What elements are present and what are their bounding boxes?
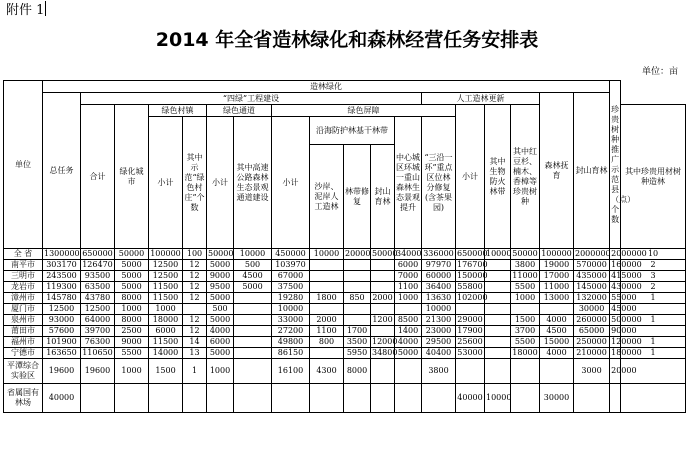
table-cell: 12 — [183, 326, 207, 337]
task-table — [3, 80, 686, 413]
table-cell: 36400 — [422, 282, 456, 293]
table-cell: 5000 — [207, 348, 234, 359]
table-cell: 2500 — [115, 326, 149, 337]
table-cell: 29000 — [457, 315, 483, 324]
table-cell: 1300000 — [44, 249, 80, 258]
table-cell — [371, 260, 395, 271]
table-cell: 2000000 — [611, 249, 647, 258]
table-cell: 4000 — [207, 326, 234, 337]
table-cell: 14 — [183, 337, 207, 348]
row-name: 漳州市 — [4, 293, 43, 304]
table-cell — [344, 282, 371, 293]
header-forest-tending: 森林抚育 — [540, 93, 574, 249]
table-cell: 103970 — [272, 260, 310, 271]
table-row — [4, 271, 686, 282]
table-cell: 11500 — [149, 293, 183, 304]
table-cell: 260000 — [574, 315, 610, 326]
table-cell: 9500 — [207, 282, 234, 293]
table-cell: 40400 — [422, 348, 456, 359]
table-cell — [344, 260, 371, 271]
table-cell — [234, 326, 272, 337]
table-cell — [485, 359, 511, 384]
table-cell: 570000 — [574, 260, 610, 271]
table-cell: 800 — [310, 337, 344, 348]
table-cell — [183, 304, 207, 315]
table-cell — [115, 384, 149, 413]
row-name: 省属国有林场 — [4, 384, 43, 413]
table-cell: 39700 — [81, 326, 115, 337]
table-cell: 57600 — [43, 326, 81, 337]
table-cell: 500 — [234, 260, 272, 271]
table-cell: 34000 — [396, 249, 422, 258]
table-cell: 650000 — [82, 249, 113, 258]
header-fire-belt: 其中生物防火林带 — [485, 105, 511, 249]
table-cell: 93000 — [43, 315, 81, 326]
table-cell: 8500 — [395, 315, 422, 326]
table-cell: 27200 — [272, 326, 310, 337]
table-cell: 1000 — [149, 304, 183, 315]
table-cell: 1100 — [310, 326, 344, 337]
table-cell: 126470 — [82, 260, 113, 269]
table-cell — [371, 384, 395, 413]
table-cell — [485, 337, 511, 348]
table-cell: 415000 — [611, 271, 642, 280]
table-row — [4, 326, 686, 337]
header-closed-forest: 封山育林 — [574, 93, 610, 249]
table-cell: 6000 — [149, 326, 183, 337]
table-cell: 67000 — [272, 271, 310, 282]
table-cell: 1200 — [372, 315, 393, 324]
table-cell: 4500 — [234, 271, 272, 282]
header-belt-repair: 林带修复 — [344, 145, 371, 249]
table-cell: 5000 — [395, 348, 422, 359]
table-cell: 37500 — [272, 282, 310, 293]
table-cell — [310, 282, 344, 293]
table-cell — [511, 359, 540, 384]
table-cell: 3000 — [574, 359, 610, 384]
table-cell: 176700 — [457, 260, 488, 269]
table-cell: 119300 — [43, 282, 81, 293]
table-cell: 55000 — [611, 293, 637, 302]
table-cell: 12500 — [81, 304, 115, 315]
header-precious-wood: 其中珍贵用材树种造林 — [621, 105, 686, 249]
table-cell: 3 — [621, 271, 686, 282]
table-cell: 63500 — [81, 282, 115, 293]
table-cell — [485, 326, 511, 337]
table-cell — [456, 359, 485, 384]
table-cell — [81, 384, 115, 413]
table-cell: 9000 — [207, 271, 234, 282]
table-cell: 30000 — [540, 384, 574, 413]
row-name: 平潭综合实验区 — [4, 359, 43, 384]
table-cell: 12 — [183, 315, 207, 326]
table-cell — [540, 359, 574, 384]
header-county-count: 珍贵树种推广示范县（点）个数 — [610, 81, 621, 249]
header-mountain-plant: 封山育林 — [371, 145, 395, 249]
table-cell — [422, 384, 456, 413]
table-cell: 50000 — [208, 249, 234, 258]
table-cell: 4500 — [540, 326, 574, 337]
table-cell: 12500 — [43, 304, 81, 315]
table-cell — [574, 384, 610, 413]
table-cell — [485, 282, 511, 293]
table-cell: 500000 — [611, 315, 642, 324]
table-cell: 8000 — [115, 293, 149, 304]
table-cell: 15000 — [540, 337, 574, 348]
table-cell: 90000 — [611, 326, 637, 335]
table-cell: 49800 — [272, 337, 310, 348]
table-cell — [485, 304, 511, 315]
table-cell — [511, 384, 540, 413]
table-cell: 120000 — [611, 337, 642, 346]
header-green-city: 绿化城市 — [115, 105, 149, 249]
table-cell: 17900 — [457, 326, 483, 335]
table-cell: 19280 — [272, 293, 310, 304]
table-cell: 12500 — [149, 260, 183, 271]
table-cell — [234, 315, 272, 326]
table-cell — [344, 384, 371, 413]
table-cell: 6000 — [395, 260, 422, 271]
table-cell: 13000 — [540, 293, 574, 304]
header-village-subtotal: 小计 — [149, 117, 183, 249]
table-cell: 76300 — [81, 337, 115, 348]
table-cell: 8000 — [115, 315, 149, 326]
table-cell — [310, 260, 344, 271]
table-cell — [310, 271, 344, 282]
table-cell — [621, 384, 686, 413]
table-cell — [371, 359, 395, 384]
table-cell: 5000 — [234, 282, 272, 293]
table-cell — [310, 348, 344, 359]
table-row — [4, 249, 686, 260]
table-cell — [344, 304, 371, 315]
header-barrier-subtotal: 小计 — [272, 117, 310, 249]
table-cell: 97970 — [422, 260, 456, 271]
table-cell — [610, 384, 621, 413]
table-cell: 40000 — [43, 384, 81, 413]
header-sand-coast: 沙岸、泥岸人工造林 — [310, 145, 344, 249]
header-renewal-subtotal: 小计 — [456, 105, 485, 249]
table-cell: 43780 — [81, 293, 115, 304]
table-cell — [540, 304, 574, 315]
table-cell: 650000 — [457, 249, 488, 258]
table-cell — [395, 384, 422, 413]
table-cell — [485, 260, 511, 271]
table-cell: 21300 — [422, 315, 456, 326]
table-cell: 3800 — [511, 260, 540, 271]
table-cell: 101900 — [43, 337, 81, 348]
table-cell: 3800 — [422, 359, 456, 384]
table-cell — [485, 293, 511, 304]
row-name: 南平市 — [4, 260, 43, 271]
table-cell — [485, 315, 511, 326]
table-cell: 65000 — [574, 326, 610, 337]
table-cell: 1 — [621, 348, 686, 359]
table-cell — [395, 359, 422, 384]
table-cell: 29500 — [422, 337, 456, 348]
table-cell: 20000 — [610, 359, 621, 384]
table-cell — [485, 348, 511, 359]
table-row — [4, 337, 686, 348]
header-green-village: 绿色村镇 — [149, 105, 207, 117]
table-cell: 19000 — [540, 260, 574, 271]
table-cell — [234, 304, 272, 315]
table-cell: 4000 — [395, 337, 422, 348]
table-cell — [234, 337, 272, 348]
table-cell: 3500 — [344, 337, 371, 348]
table-cell: 5500 — [511, 337, 540, 348]
table-cell: 93500 — [81, 271, 115, 282]
table-cell: 336000 — [423, 249, 454, 258]
table-cell: 18000 — [149, 315, 183, 326]
header-afforestation: 造林绿化 — [43, 81, 610, 93]
table-cell: 3700 — [511, 326, 540, 337]
table-cell — [371, 282, 395, 293]
table-cell — [207, 384, 234, 413]
table-cell: 5500 — [115, 348, 149, 359]
table-cell: 13 — [183, 348, 207, 359]
table-cell: 53000 — [457, 348, 483, 357]
table-cell: 250000 — [574, 337, 610, 348]
table-cell: 180000 — [611, 348, 642, 357]
table-cell: 145000 — [574, 282, 610, 293]
row-name: 龙岩市 — [4, 282, 43, 293]
table-cell: 11500 — [149, 282, 183, 293]
table-cell: 60000 — [422, 271, 456, 282]
header-green-barrier: 绿色屏障 — [272, 105, 456, 117]
table-cell: 450000 — [272, 249, 310, 260]
table-cell: 4300 — [310, 359, 344, 384]
table-cell — [371, 271, 395, 282]
table-cell: 12 — [183, 293, 207, 304]
table-cell: 850 — [344, 293, 371, 304]
table-row — [4, 315, 686, 326]
table-row — [4, 348, 686, 359]
table-row — [4, 359, 686, 384]
table-cell: 64000 — [81, 315, 115, 326]
table-cell: 11000 — [512, 271, 538, 280]
table-cell: 1000 — [115, 359, 149, 384]
table-cell: 12 — [183, 282, 207, 293]
table-cell: 9000 — [115, 337, 149, 348]
header-subtotal-all: 合计 — [81, 105, 115, 249]
table-cell — [344, 271, 371, 282]
table-cell — [234, 348, 272, 359]
header-camphor: 其中红豆杉、楠木、香樟等珍贵树种 — [511, 105, 540, 249]
table-cell — [234, 384, 272, 413]
table-cell: 10000 — [234, 249, 272, 260]
table-cell: 1000 — [511, 293, 540, 304]
table-cell: 19600 — [43, 359, 81, 384]
table-cell: 18000 — [512, 348, 538, 357]
table-cell: 1000 — [115, 304, 149, 315]
table-cell: 303170 — [43, 260, 81, 271]
table-cell: 1 — [621, 315, 686, 326]
table-cell: 1500 — [149, 359, 183, 384]
header-road-highway: 其中高速公路森林生态景观通道建设 — [234, 117, 272, 249]
table-cell: 1100 — [395, 282, 422, 293]
table-cell: 16100 — [272, 359, 310, 384]
table-cell: 1 — [183, 359, 207, 384]
table-cell: 4000 — [540, 348, 574, 359]
table-cell: 1500 — [511, 315, 540, 326]
table-cell: 20000 — [345, 249, 371, 258]
table-cell: 1000 — [395, 293, 422, 304]
table-cell: 2000000 — [575, 249, 611, 258]
table-cell — [344, 315, 371, 326]
table-cell: 55800 — [457, 282, 483, 291]
table-cell: 1000 — [207, 359, 234, 384]
table-cell: 102000 — [457, 293, 488, 302]
table-cell: 86150 — [272, 348, 310, 359]
table-row — [4, 384, 686, 413]
table-cell — [234, 359, 272, 384]
table-cell: 5000 — [207, 260, 234, 271]
page-title: 2014 年全省造林绿化和森林经营任务安排表 — [155, 29, 539, 51]
table-cell: 33000 — [272, 315, 310, 326]
table-cell — [272, 384, 310, 413]
table-cell — [183, 384, 207, 413]
table-cell: 4000 — [540, 315, 574, 326]
table-cell: 50000 — [512, 249, 538, 258]
table-cell: 150000 — [457, 271, 488, 280]
table-cell: 11000 — [540, 282, 574, 293]
header-green-road: 绿色通道 — [207, 105, 272, 117]
row-name: 泉州市 — [4, 315, 43, 326]
table-cell: 40000 — [456, 384, 485, 413]
table-cell: 17000 — [540, 271, 574, 282]
table-cell: 6000 — [207, 337, 234, 348]
text-cursor — [45, 1, 46, 16]
row-name: 莆田市 — [4, 326, 43, 337]
table-cell: 10000 — [310, 249, 344, 260]
table-cell: 10000 — [485, 384, 511, 413]
table-row — [4, 293, 686, 304]
table-cell: 25600 — [457, 337, 483, 346]
table-cell: 1800 — [310, 293, 344, 304]
header-central-city: 中心城区环城一重山森林生态景观提升 — [395, 117, 422, 249]
table-cell — [456, 304, 485, 315]
unit-label: 单位：亩 — [641, 67, 678, 77]
table-cell: 243500 — [43, 271, 81, 282]
table-cell: 100 — [183, 249, 207, 260]
table-cell — [310, 304, 344, 315]
row-name: 福州市 — [4, 337, 43, 348]
table-cell: 12 — [183, 260, 207, 271]
table-row — [4, 304, 686, 315]
table-cell: 132000 — [574, 293, 610, 304]
table-cell: 5000 — [115, 271, 149, 282]
table-cell: 100000 — [150, 249, 181, 258]
table-cell: 5950 — [344, 348, 371, 359]
table-cell: 19600 — [81, 359, 115, 384]
table-cell: 500 — [207, 304, 234, 315]
table-cell: 430000 — [611, 282, 642, 291]
table-cell: 435000 — [574, 271, 610, 282]
table-cell: 12 — [183, 271, 207, 282]
table-cell: 5500 — [511, 282, 540, 293]
table-cell: 2000 — [372, 293, 393, 302]
table-cell: 8000 — [344, 359, 371, 384]
table-cell: 1700 — [344, 326, 371, 337]
table-cell: 100000 — [541, 249, 572, 258]
table-cell: 2000 — [310, 315, 344, 326]
table-cell — [371, 326, 395, 337]
header-village-demo: 其中示范“绿色村庄”个数 — [183, 117, 207, 249]
table-cell: 14000 — [149, 348, 183, 359]
table-cell: 23000 — [422, 326, 456, 337]
table-cell: 34800 — [372, 348, 398, 357]
table-cell: 11500 — [149, 337, 183, 348]
table-cell: 10000 — [422, 304, 456, 315]
table-cell — [149, 384, 183, 413]
table-cell: 145780 — [43, 293, 81, 304]
table-cell: 45000 — [611, 304, 637, 313]
table-cell: 13630 — [422, 293, 456, 304]
table-cell: 210000 — [574, 348, 610, 359]
table-cell — [371, 304, 395, 315]
table-cell: 163650 — [43, 348, 81, 359]
table-cell — [310, 384, 344, 413]
table-cell: 1400 — [395, 326, 422, 337]
table-cell: 5000 — [115, 260, 149, 271]
header-artificial-renewal: 人工造林更新 — [422, 93, 540, 105]
table-row — [4, 282, 686, 293]
table-cell: 5000 — [207, 315, 234, 326]
table-cell: 10000 — [486, 249, 512, 258]
table-cell: 2 — [621, 282, 686, 293]
row-name: 三明市 — [4, 271, 43, 282]
header-road-subtotal: 小计 — [207, 117, 234, 249]
table-row — [4, 260, 686, 271]
table-cell: 30000 — [574, 304, 610, 315]
table-cell: 12500 — [149, 271, 183, 282]
table-cell: 1 — [621, 337, 686, 348]
table-cell: 5000 — [115, 282, 149, 293]
header-total-task: 总任务 — [43, 93, 81, 249]
header-san-yan: “三沿一环”重点区位林分修复(含茶果园) — [422, 117, 456, 249]
row-name: 厦门市 — [4, 304, 43, 315]
row-name: 宁德市 — [4, 348, 43, 359]
attachment-label: 附件 1 — [6, 3, 45, 18]
header-unit: 单位 — [4, 81, 43, 249]
table-cell: 12000 — [372, 337, 398, 346]
table-cell — [511, 304, 540, 315]
table-cell — [395, 304, 422, 315]
table-cell: 5000 — [207, 293, 234, 304]
table-cell: 160000 — [611, 260, 642, 269]
table-cell: 50000 — [115, 249, 149, 260]
table-cell: 10 — [621, 249, 686, 260]
table-cell — [485, 271, 511, 282]
header-coastal: 沿海防护林基干林带 — [310, 117, 395, 145]
header-siqu: “四绿”工程建设 — [81, 93, 422, 105]
table-cell: 2 — [621, 260, 686, 271]
row-name: 全 省 — [4, 249, 43, 260]
table-cell: 50000 — [372, 249, 398, 258]
table-cell: 7000 — [395, 271, 422, 282]
table-cell — [234, 293, 272, 304]
table-cell: 110650 — [82, 348, 113, 357]
table-cell: 10000 — [272, 304, 310, 315]
table-cell: 1 — [621, 293, 686, 304]
